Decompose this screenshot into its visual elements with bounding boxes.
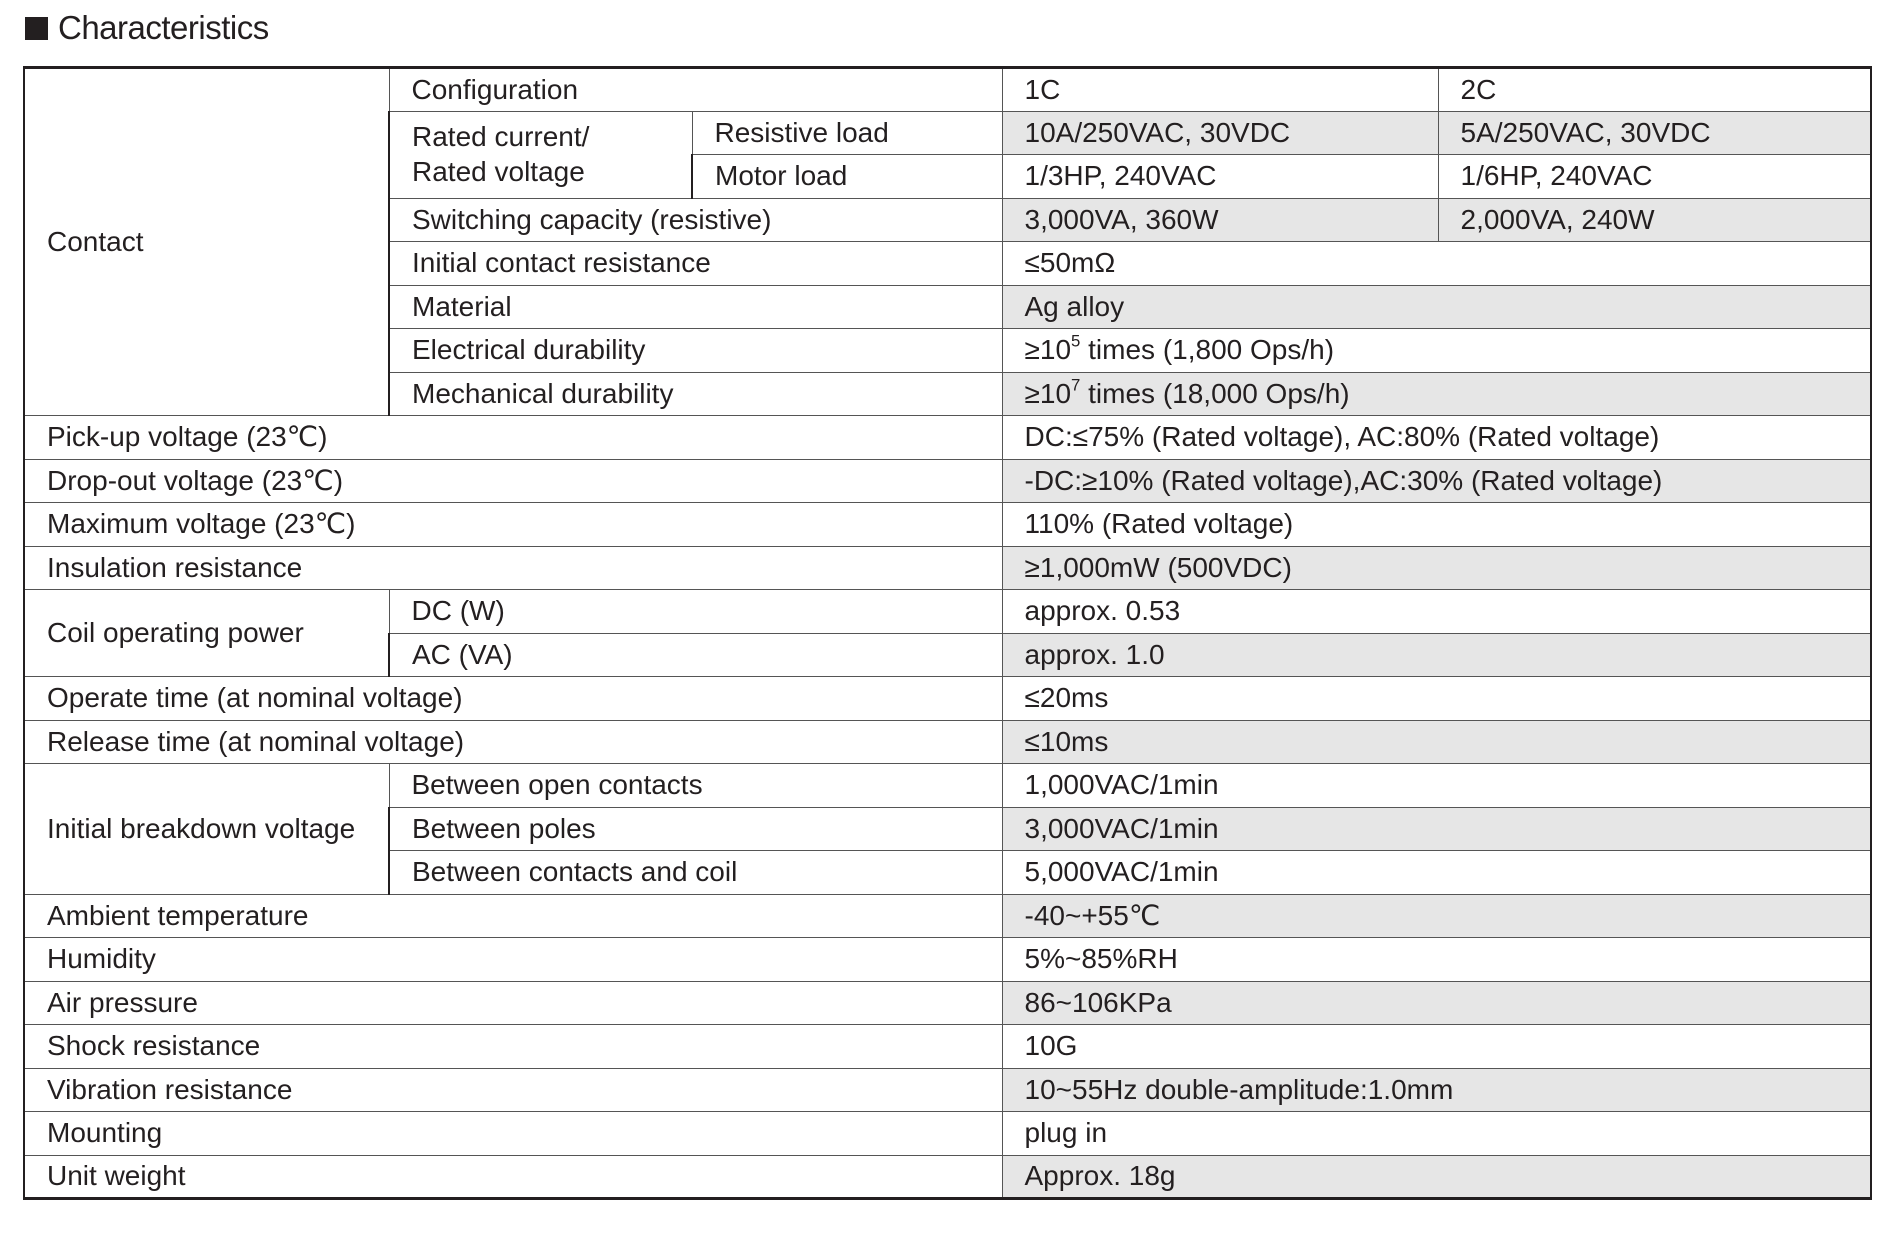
between-poles-label: Between poles — [389, 807, 1002, 851]
table-row — [24, 1112, 1871, 1156]
release-time-value: ≤10ms — [1002, 720, 1871, 764]
pickup-voltage-label: Pick-up voltage (23℃) — [24, 416, 1002, 460]
electrical-durability-exponent: 5 — [1071, 331, 1081, 351]
open-contacts-label: Between open contacts — [389, 764, 1002, 808]
coil-dc-value: approx. 0.53 — [1002, 590, 1871, 634]
shock-resistance-value: 10G — [1002, 1025, 1871, 1069]
table-row — [24, 894, 1871, 938]
contacts-coil-value: 5,000VAC/1min — [1002, 851, 1871, 895]
table-row — [24, 416, 1871, 460]
contacts-coil-label: Between contacts and coil — [389, 851, 1002, 895]
rated-current-voltage-label — [389, 111, 692, 198]
air-pressure-label: Air pressure — [24, 981, 1002, 1025]
pickup-voltage-value: DC:≤75% (Rated voltage), AC:80% (Rated voltage) — [1002, 416, 1871, 460]
contact-label: Contact — [24, 68, 389, 416]
table-row — [24, 720, 1871, 764]
maximum-voltage-label: Maximum voltage (23℃) — [24, 503, 1002, 547]
ambient-temperature-label: Ambient temperature — [24, 894, 1002, 938]
section-heading — [25, 6, 269, 50]
table-row — [24, 764, 1871, 808]
rated-label-line1: Rated current/ — [412, 121, 590, 153]
humidity-label: Humidity — [24, 938, 1002, 982]
characteristics-table — [23, 66, 1872, 1200]
mechanical-durability-suffix: times (18,000 Ops/h) — [1080, 377, 1350, 409]
table-row — [24, 938, 1871, 982]
table-row — [24, 459, 1871, 503]
air-pressure-value: 86~106KPa — [1002, 981, 1871, 1025]
coil-dc-label: DC (W) — [389, 590, 1002, 634]
coil-ac-value: approx. 1.0 — [1002, 633, 1871, 677]
unit-weight-value: Approx. 18g — [1002, 1155, 1871, 1199]
coil-ac-label: AC (VA) — [389, 633, 1002, 677]
ambient-temperature-value: -40~+55℃ — [1002, 894, 1871, 938]
table-row — [24, 68, 1871, 112]
between-poles-value: 3,000VAC/1min — [1002, 807, 1871, 851]
vibration-resistance-value: 10~55Hz double-amplitude:1.0mm — [1002, 1068, 1871, 1112]
material-value: Ag alloy — [1002, 285, 1871, 329]
configuration-1c: 1C — [1002, 68, 1438, 112]
rated-label-line2: Rated voltage — [412, 155, 585, 187]
humidity-value: 5%~85%RH — [1002, 938, 1871, 982]
mounting-label: Mounting — [24, 1112, 1002, 1156]
insulation-resistance-value: ≥1,000mW (500VDC) — [1002, 546, 1871, 590]
square-bullet-icon — [25, 17, 48, 40]
table-row — [24, 677, 1871, 721]
mechanical-durability-exponent: 7 — [1071, 375, 1081, 395]
table-row — [24, 1155, 1871, 1199]
switching-capacity-label: Switching capacity (resistive) — [389, 198, 1002, 242]
motor-load-2c: 1/6HP, 240VAC — [1438, 155, 1871, 199]
section-title: Characteristics — [58, 9, 269, 46]
mounting-value: plug in — [1002, 1112, 1871, 1156]
resistive-load-2c: 5A/250VAC, 30VDC — [1438, 111, 1871, 155]
motor-load-label: Motor load — [692, 155, 1002, 199]
initial-contact-resistance-value: ≤50mΩ — [1002, 242, 1871, 286]
electrical-durability-label: Electrical durability — [389, 329, 1002, 373]
initial-breakdown-voltage-label: Initial breakdown voltage — [24, 764, 389, 895]
electrical-durability-prefix: ≥10 — [1024, 334, 1072, 366]
dropout-voltage-label: Drop-out voltage (23℃) — [24, 459, 1002, 503]
table-row — [24, 1025, 1871, 1069]
mechanical-durability-prefix: ≥10 — [1024, 377, 1072, 409]
dropout-voltage-value: -DC:≥10% (Rated voltage),AC:30% (Rated voltage) — [1002, 459, 1871, 503]
initial-contact-resistance-label: Initial contact resistance — [389, 242, 1002, 286]
coil-operating-power-label: Coil operating power — [24, 590, 389, 677]
table-row — [24, 503, 1871, 547]
insulation-resistance-label: Insulation resistance — [24, 546, 1002, 590]
motor-load-1c: 1/3HP, 240VAC — [1002, 155, 1438, 199]
table-row — [24, 981, 1871, 1025]
unit-weight-label: Unit weight — [24, 1155, 1002, 1199]
shock-resistance-label: Shock resistance — [24, 1025, 1002, 1069]
material-label: Material — [389, 285, 1002, 329]
maximum-voltage-value: 110% (Rated voltage) — [1002, 503, 1871, 547]
table-row — [24, 1068, 1871, 1112]
configuration-2c: 2C — [1438, 68, 1871, 112]
release-time-label: Release time (at nominal voltage) — [24, 720, 1002, 764]
resistive-load-1c: 10A/250VAC, 30VDC — [1002, 111, 1438, 155]
configuration-label: Configuration — [389, 68, 1002, 112]
switching-capacity-2c: 2,000VA, 240W — [1438, 198, 1871, 242]
electrical-durability-value — [1002, 329, 1871, 373]
vibration-resistance-label: Vibration resistance — [24, 1068, 1002, 1112]
operate-time-label: Operate time (at nominal voltage) — [24, 677, 1002, 721]
resistive-load-label: Resistive load — [692, 111, 1002, 155]
table-row — [24, 546, 1871, 590]
table-row — [24, 590, 1871, 634]
mechanical-durability-value — [1002, 372, 1871, 416]
mechanical-durability-label: Mechanical durability — [389, 372, 1002, 416]
electrical-durability-suffix: times (1,800 Ops/h) — [1080, 334, 1335, 366]
open-contacts-value: 1,000VAC/1min — [1002, 764, 1871, 808]
operate-time-value: ≤20ms — [1002, 677, 1871, 721]
switching-capacity-1c: 3,000VA, 360W — [1002, 198, 1438, 242]
